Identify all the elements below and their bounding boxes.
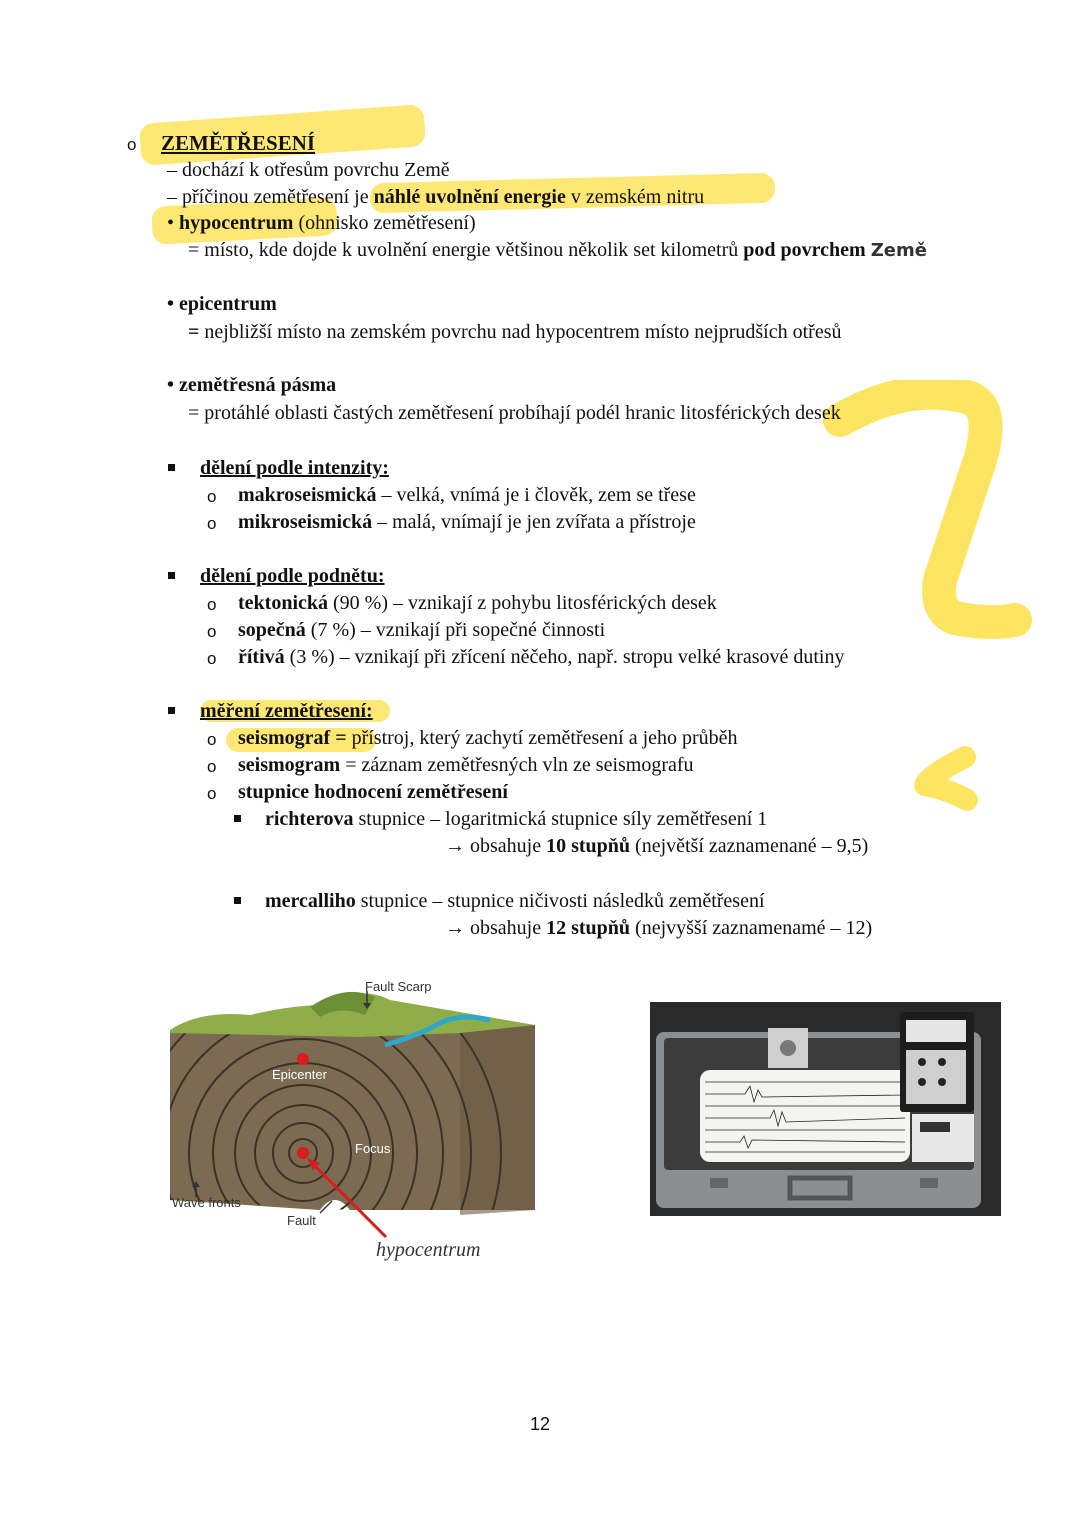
epicentrum-eq: = <box>188 321 200 343</box>
hypocentrum-def-handwritten: Země <box>870 240 927 261</box>
mereni-item-1 <box>238 725 738 751</box>
epicentrum-definition <box>188 319 842 345</box>
podnet-item-3-bullet: o <box>207 649 217 668</box>
focus-dot <box>297 1147 309 1159</box>
mercalli-count: 12 stupňů <box>546 917 631 939</box>
richter-term: richterova <box>265 808 354 830</box>
podnet-item-2 <box>238 617 605 643</box>
section-bullet: o <box>127 135 137 154</box>
mereni-item-2-text: = záznam zemětřesných vln ze seismografu <box>340 754 694 776</box>
intenzita-item-2 <box>238 509 696 535</box>
podnet-item-1-text: (90 %) – vznikají z pohybu litosférických desek <box>328 592 717 614</box>
label-focus: Focus <box>355 1141 391 1156</box>
hypocentrum-definition <box>188 237 927 264</box>
hypocentrum-def-bold: pod povrchem <box>743 239 866 261</box>
podnet-item-1 <box>238 590 717 616</box>
mercalli-arrow: → obsahuje <box>445 917 547 939</box>
podnet-item-1-term: tektonická <box>238 592 328 614</box>
podnet-item-3-term: řítivá <box>238 646 285 668</box>
mereni-item-1-text: přístroj, který zachytí zemětřesení a jeho průběh <box>346 727 738 749</box>
line2-bold: náhlé uvolnění energie <box>373 186 566 208</box>
label-fault-scarp: Fault Scarp <box>365 979 432 994</box>
seismograph-photo <box>650 1002 1001 1216</box>
earthquake-diagram <box>160 975 560 1245</box>
line2-pre: – příčinou zemětřesení je <box>167 186 374 208</box>
page-number: 12 <box>529 1414 551 1434</box>
mereni-item-2-term: seismogram <box>238 754 341 776</box>
intenzita-item-2-bullet: o <box>207 514 217 533</box>
richter-count-line <box>445 833 868 859</box>
richter-count: 10 stupňů <box>546 835 631 857</box>
intenzita-item-1 <box>238 482 696 508</box>
label-epicenter: Epicenter <box>272 1067 327 1082</box>
hypocentrum-note: (ohnisko zemětřesení) <box>293 212 476 234</box>
mercalli-text: stupnice – stupnice ničivosti následků zemětřesení <box>355 890 765 912</box>
mereni-square-bullet <box>168 707 175 714</box>
display-panel <box>912 1114 974 1162</box>
pasma-term: • zemětřesná pásma <box>167 374 337 396</box>
section-title: ZEMĚTŘESENÍ <box>161 131 316 155</box>
podnet-square-bullet <box>168 572 175 579</box>
section-line-1: – dochází k otřesům povrchu Země <box>167 159 450 181</box>
mercalli-square-bullet <box>234 897 241 904</box>
richter-text: stupnice – logaritmická stupnice síly zemětřesení 1 <box>353 808 768 830</box>
epicentrum-term: • epicentrum <box>167 293 277 315</box>
podnet-item-3 <box>238 644 844 670</box>
intenzita-item-2-term: mikroseismická <box>238 511 373 533</box>
podnet-item-1-bullet: o <box>207 595 217 614</box>
intenzita-item-1-text: – velká, vnímá je i člověk, zem se třese <box>376 484 696 506</box>
mercalli-line <box>265 888 765 914</box>
hypocentrum-term: hypocentrum <box>179 212 294 234</box>
intenzita-item-1-term: makroseismická <box>238 484 377 506</box>
podnet-item-2-bullet: o <box>207 622 217 641</box>
mereni-item-1-bullet: o <box>207 730 217 749</box>
richter-arrow: → obsahuje <box>445 835 547 857</box>
mereni-item-1-term: seismograf = <box>238 727 347 749</box>
line2-post: v zemském nitru <box>565 186 705 208</box>
mercalli-note: (nejvyšší zaznamenamé – 12) <box>630 917 873 939</box>
label-wave-fronts: Wave fronts <box>172 1195 241 1210</box>
mereni-item-2-bullet: o <box>207 757 217 776</box>
mereni-item-3 <box>238 779 508 805</box>
podnet-item-2-term: sopečná <box>238 619 306 641</box>
hypocentrum-heading <box>167 210 476 236</box>
epicentrum-def: nejbližší místo na zemském povrchu nad hypocentrem místo nejprudších otřesů <box>199 321 842 343</box>
label-fault: Fault <box>287 1213 316 1228</box>
pasma-definition: = protáhlé oblasti častých zemětřesení probíhají podél hranic litosférických desek <box>188 402 841 424</box>
podnet-item-3-text: (3 %) – vznikají při zřícení něčeho, např. stropu velké krasové dutiny <box>284 646 845 668</box>
section-line-2 <box>167 184 704 210</box>
recording-drum <box>700 1070 910 1162</box>
hypocentrum-bullet: • <box>167 212 175 234</box>
mereni-item-3-term: stupnice hodnocení zemětřesení <box>238 781 508 803</box>
handwritten-arrow-mark <box>905 745 985 815</box>
hypocentrum-def-pre: = místo, kde dojde k uvolnění energie většinou několik set kilometrů <box>188 239 744 261</box>
mereni-item-3-bullet: o <box>207 784 217 803</box>
intenzita-heading: dělení podle intenzity: <box>200 457 389 479</box>
diagram-caption: hypocentrum <box>376 1239 481 1261</box>
richter-note: (největší zaznamenané – 9,5) <box>630 835 869 857</box>
intenzita-square-bullet <box>168 464 175 471</box>
mereni-item-2 <box>238 752 694 778</box>
mereni-heading: měření zemětřesení: <box>200 700 373 722</box>
intenzita-item-1-bullet: o <box>207 487 217 506</box>
mercalli-term: mercalliho <box>265 890 356 912</box>
podnet-heading: dělení podle podnětu: <box>200 565 385 587</box>
handwritten-z-mark <box>820 380 1040 650</box>
mercalli-count-line <box>445 915 872 941</box>
richter-line <box>265 806 767 832</box>
intenzita-item-2-text: – malá, vnímají je jen zvířata a přístroje <box>372 511 696 533</box>
richter-square-bullet <box>234 815 241 822</box>
epicenter-dot <box>297 1053 309 1065</box>
podnet-item-2-text: (7 %) – vznikají při sopečné činnosti <box>305 619 606 641</box>
